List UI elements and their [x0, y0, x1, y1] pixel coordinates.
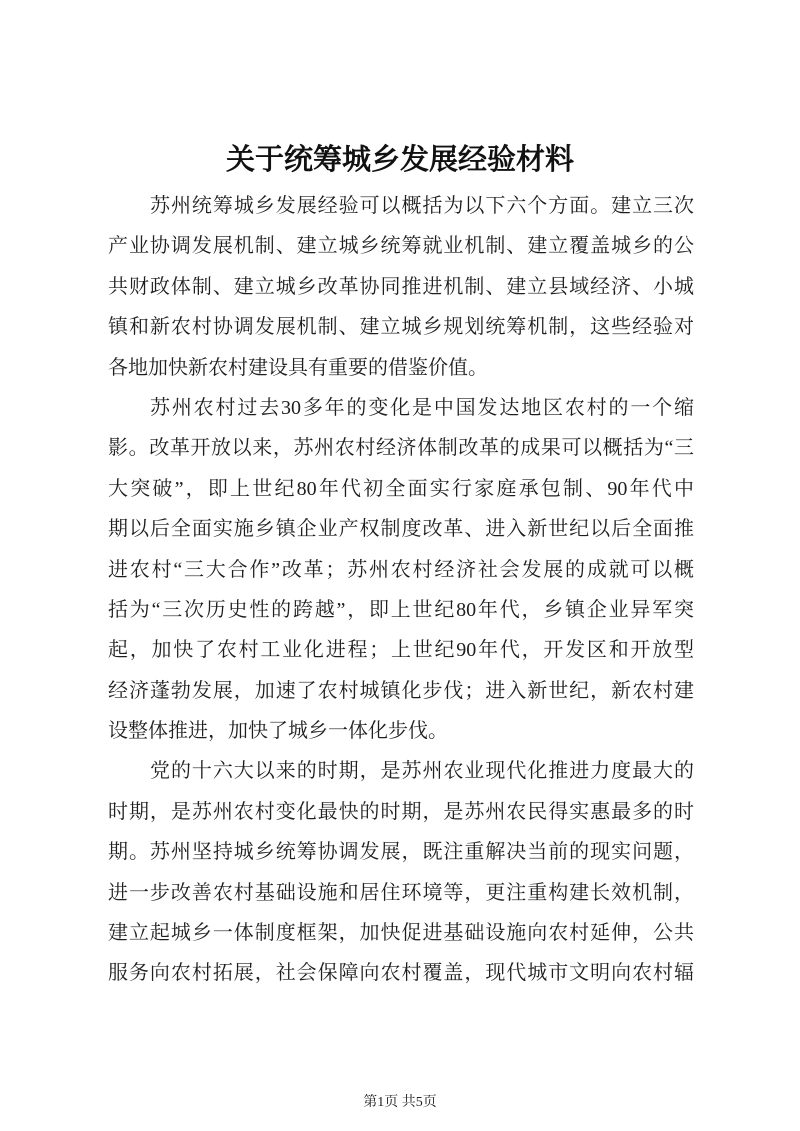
text-line: 经济蓬勃发展，加速了农村城镇化步伐；进入新世纪，新农村建	[108, 679, 694, 702]
text-line: 各地加快新农村建设具有重要的借鉴价值。	[108, 356, 488, 379]
text-line: 期。苏州坚持城乡统筹协调发展，既注重解决当前的现实问题，	[108, 841, 694, 864]
paragraph-2	[108, 388, 694, 752]
paragraph-3	[108, 751, 694, 993]
page-number-footer: 第1页 共5页	[363, 1095, 437, 1110]
text-line: 苏州农村过去30多年的变化是中国发达地区农村的一个缩	[150, 396, 694, 419]
text-line: 共财政体制、建立城乡改革协同推进机制、建立县域经济、小城	[108, 275, 694, 298]
document-body	[108, 186, 694, 994]
text-line: 期以后全面实施乡镇企业产权制度改革、进入新世纪以后全面推	[108, 518, 694, 541]
text-line: 设整体推进，加快了城乡一体化步伐。	[108, 720, 448, 743]
text-line: 影。改革开放以来，苏州农村经济体制改革的成果可以概括为“三	[108, 437, 694, 460]
text-line: 党的十六大以来的时期，是苏州农业现代化推进力度最大的	[150, 760, 694, 783]
text-line: 括为“三次历史性的跨越”，即上世纪80年代，乡镇企业异军突	[108, 598, 694, 621]
paragraph-1	[108, 186, 694, 388]
document-title: 关于统筹城乡发展经验材料	[225, 144, 574, 176]
text-line: 服务向农村拓展，社会保障向农村覆盖，现代城市文明向农村辐	[108, 962, 694, 985]
text-line: 镇和新农村协调发展机制、建立城乡规划统筹机制，这些经验对	[108, 316, 694, 339]
text-line: 大突破”，即上世纪80年代初全面实行家庭承包制、90年代中	[108, 477, 694, 500]
text-line: 时期，是苏州农村变化最快的时期，是苏州农民得实惠最多的时	[108, 800, 694, 823]
text-line: 建立起城乡一体制度框架，加快促进基础设施向农村延伸，公共	[108, 922, 694, 945]
text-line: 产业协调发展机制、建立城乡统筹就业机制、建立覆盖城乡的公	[108, 235, 694, 258]
text-line: 苏州统筹城乡发展经验可以概括为以下六个方面。建立三次	[150, 195, 694, 217]
text-line: 进农村“三大合作”改革；苏州农村经济社会发展的成就可以概	[108, 558, 694, 581]
text-line: 进一步改善农村基础设施和居住环境等，更注重构建长效机制，	[108, 881, 694, 904]
text-line: 起，加快了农村工业化进程；上世纪90年代，开发区和开放型	[108, 639, 694, 662]
